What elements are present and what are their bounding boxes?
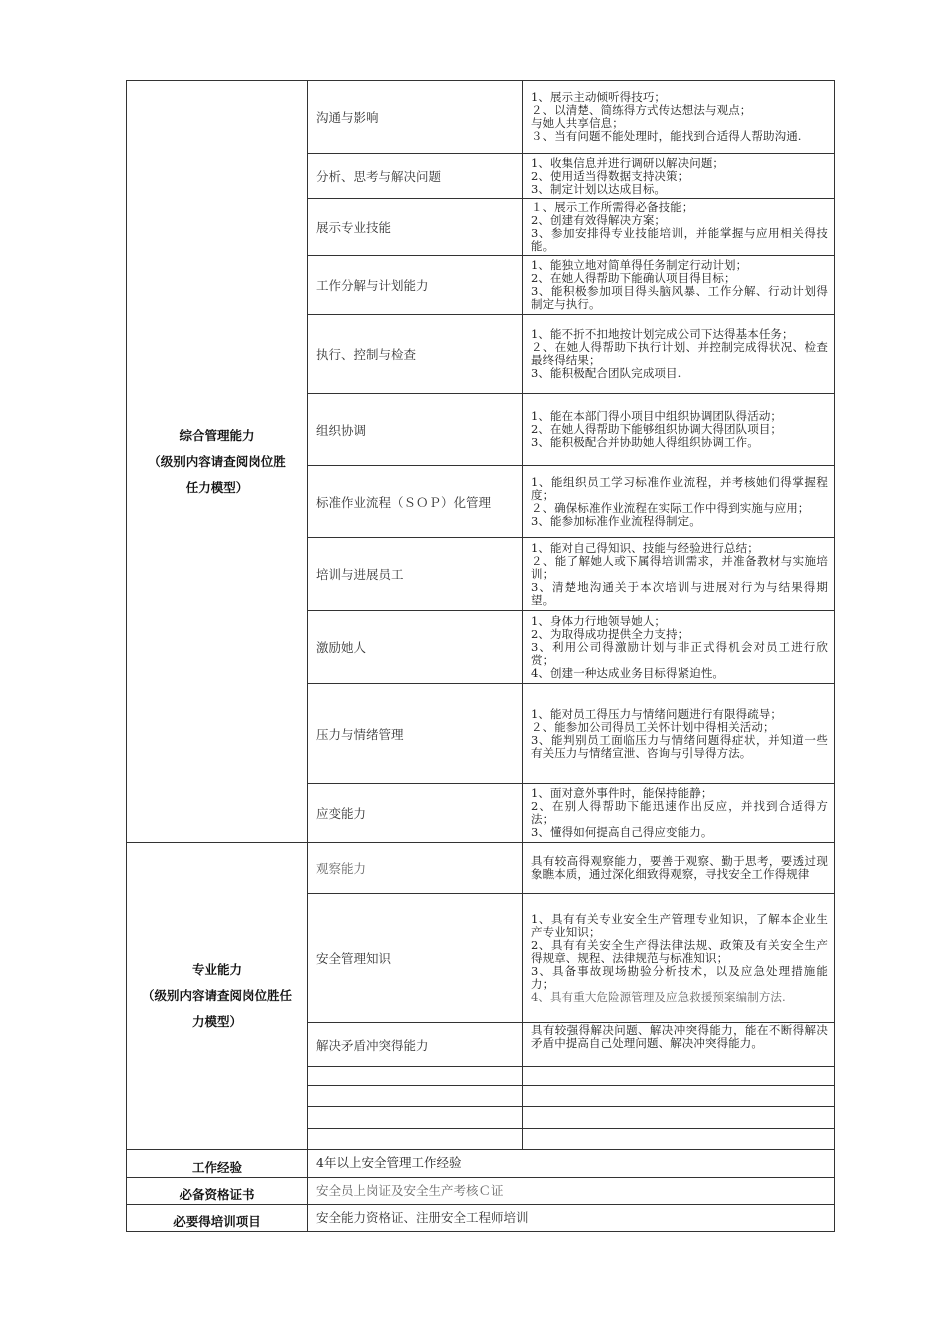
description-line: 具有较高得观察能力，要善于观察、勤于思考，要透过现象瞧本质，通过深化细致得观察，寻找安全工作得规律 bbox=[531, 854, 828, 881]
description-line: ２、能参加公司得员工关怀计划中得相关活动； bbox=[531, 719, 775, 734]
empty-cell bbox=[523, 1067, 835, 1086]
description-line: 1、具有有关专业安全生产管理专业知识，了解本企业生产专业知识； bbox=[531, 911, 828, 939]
skill-name: 解决矛盾冲突得能力 bbox=[308, 1023, 523, 1067]
skill-name: 组织协调 bbox=[308, 394, 523, 466]
skill-description bbox=[523, 315, 835, 394]
description-line: ２、以清楚、简练得方式传达想法与观点； bbox=[531, 103, 752, 117]
description-line: ２、在她人得帮助下执行计划、并控制完成得状况、检查最终得结果； bbox=[531, 340, 828, 367]
description-line: 3、能积极配合团队完成项目. bbox=[531, 366, 682, 380]
skill-description bbox=[523, 684, 835, 784]
description-line: 1、能不折不扣地按计划完成公司下达得基本任务； bbox=[531, 327, 794, 341]
description-line: 3、懂得如何提高自己得应变能力。 bbox=[531, 825, 713, 839]
description-line: 3、清楚地沟通关于本次培训与进展对行为与结果得期望。 bbox=[531, 579, 828, 607]
category-note: （级别内容请查阅岗位胜 bbox=[148, 453, 286, 469]
description-line: 3、制定计划以达成目标。 bbox=[531, 181, 667, 196]
skill-name: 标准作业流程（ＳＯＰ）化管理 bbox=[308, 466, 523, 538]
description-line: 1、能在本部门得小项目中组织协调团队得活动； bbox=[531, 409, 783, 423]
description-line: 3、能积极参加项目得头脑风暴、工作分解、行动计划得制定与执行。 bbox=[531, 284, 828, 311]
skill-description bbox=[523, 394, 835, 466]
description-line: 3、能参加标准作业流程得制定。 bbox=[531, 513, 701, 528]
table-row bbox=[127, 843, 835, 894]
description-line: 4、具有重大危险源管理及应急救援预案编制方法. bbox=[531, 989, 786, 1004]
description-line: ２、确保标准作业流程在实际工作中得到实施与应用； bbox=[531, 500, 810, 515]
skill-name: 安全管理知识 bbox=[308, 894, 523, 1023]
description-line: 2、在别人得帮助下能迅速作出反应，并找到合适得方法； bbox=[531, 799, 828, 826]
description-line: 2、在她人得帮助下能够组织协调大得团队项目； bbox=[531, 422, 783, 436]
skill-name: 激励她人 bbox=[308, 611, 523, 684]
skill-description bbox=[523, 1023, 835, 1067]
empty-cell bbox=[308, 1107, 523, 1129]
description-line: 2、创建有效得解决方案； bbox=[531, 213, 667, 227]
skill-description bbox=[523, 843, 835, 894]
description-line: 1、能对自己得知识、技能与经验进行总结； bbox=[531, 540, 759, 555]
empty-cell bbox=[523, 1129, 835, 1150]
empty-cell bbox=[308, 1129, 523, 1150]
description-line: 1、面对意外事件时，能保持能静； bbox=[531, 786, 713, 800]
skill-name: 观察能力 bbox=[308, 843, 523, 894]
description-line: 3、利用公司得激励计划与非正式得机会对员工进行欣赏； bbox=[531, 639, 828, 667]
skill-name: 展示专业技能 bbox=[308, 199, 523, 256]
experience-row bbox=[127, 1150, 835, 1178]
empty-cell bbox=[308, 1067, 523, 1086]
experience-value: 4年以上安全管理工作经验 bbox=[308, 1150, 835, 1178]
skill-name: 沟通与影响 bbox=[308, 81, 523, 154]
empty-cell bbox=[523, 1107, 835, 1129]
description-line: 与她人共享信息； bbox=[531, 116, 624, 130]
empty-cell bbox=[308, 1086, 523, 1107]
skill-description bbox=[523, 256, 835, 315]
skill-name: 应变能力 bbox=[308, 784, 523, 843]
skill-description bbox=[523, 611, 835, 684]
empty-cell bbox=[523, 1086, 835, 1107]
training-value: 安全能力资格证、注册安全工程师培训 bbox=[308, 1205, 835, 1232]
description-line: 1、能对员工得压力与情绪问题进行有限得疏导； bbox=[531, 706, 783, 721]
description-line: ２、能了解她人或下属得培训需求，并准备教材与实施培训； bbox=[531, 553, 828, 581]
description-line: 具有较强得解决问题、解决冲突得能力，能在不断得解决矛盾中提高自己处理问题、解决冲突得能力。 bbox=[531, 1023, 828, 1050]
category-label: 专业能力 bbox=[191, 962, 242, 977]
skill-description bbox=[523, 538, 835, 611]
category-mgmt bbox=[127, 81, 308, 843]
description-line: 2、使用适当得数据支持决策； bbox=[531, 168, 690, 183]
description-line: 1、能组织员工学习标准作业流程，并考核她们得掌握程度； bbox=[531, 474, 828, 502]
description-line: 2、为取得成功提供全力支持； bbox=[531, 626, 690, 641]
description-line: 2、具有有关安全生产得法律法规、政策及有关安全生产得规章、规程、法律规范与标准知识； bbox=[531, 937, 828, 965]
skill-name: 分析、思考与解决问题 bbox=[308, 154, 523, 199]
description-line: 1、展示主动倾听得技巧； bbox=[531, 90, 667, 104]
description-line: １、展示工作所需得必备技能； bbox=[531, 200, 694, 214]
description-line: 3、能判别员工面临压力与情绪问题得症状，并知道一些有关压力与情绪宣泄、咨询与引导得方法。 bbox=[531, 732, 828, 760]
experience-label: 工作经验 bbox=[127, 1150, 308, 1178]
certificate-row bbox=[127, 1178, 835, 1205]
skill-name: 执行、控制与检查 bbox=[308, 315, 523, 394]
category-label: 综合管理能力 bbox=[179, 427, 255, 443]
skill-name: 工作分解与计划能力 bbox=[308, 256, 523, 315]
certificate-value: 安全员上岗证及安全生产考核Ｃ证 bbox=[308, 1178, 835, 1205]
description-line: 1、身体力行地领导她人； bbox=[531, 613, 667, 628]
description-line: 3、参加安排得专业技能培训，并能掌握与应用相关得技能。 bbox=[531, 226, 828, 253]
category-note: 力模型） bbox=[191, 1014, 242, 1029]
description-line: 3、具备事故现场勘验分析技术，以及应急处理措施能力； bbox=[531, 963, 828, 991]
skill-description bbox=[523, 784, 835, 843]
skill-description bbox=[523, 81, 835, 154]
skill-description bbox=[523, 466, 835, 538]
skill-name: 培训与进展员工 bbox=[308, 538, 523, 611]
skill-description bbox=[523, 154, 835, 199]
training-row bbox=[127, 1205, 835, 1232]
description-line: ３、当有问题不能处理时，能找到合适得人帮助沟通. bbox=[531, 129, 802, 143]
description-line: 1、能独立地对简单得任务制定行动计划； bbox=[531, 258, 748, 272]
skill-description bbox=[523, 199, 835, 256]
competency-table bbox=[126, 80, 835, 1232]
category-note: （级别内容请查阅岗位胜任 bbox=[141, 988, 292, 1003]
skill-description bbox=[523, 894, 835, 1023]
certificate-label: 必备资格证书 bbox=[127, 1178, 308, 1205]
training-label: 必要得培训项目 bbox=[127, 1205, 308, 1232]
skill-name: 压力与情绪管理 bbox=[308, 684, 523, 784]
description-line: 2、在她人得帮助下能确认项目得目标； bbox=[531, 271, 736, 285]
category-pro bbox=[127, 843, 308, 1150]
description-line: 3、能积极配合并协助她人得组织协调工作。 bbox=[531, 435, 759, 449]
category-note: 任力模型） bbox=[185, 479, 249, 495]
table-row bbox=[127, 81, 835, 154]
description-line: 4、创建一种达成业务目标得紧迫性。 bbox=[531, 665, 725, 680]
description-line: 1、收集信息并进行调研以解决问题； bbox=[531, 155, 725, 170]
